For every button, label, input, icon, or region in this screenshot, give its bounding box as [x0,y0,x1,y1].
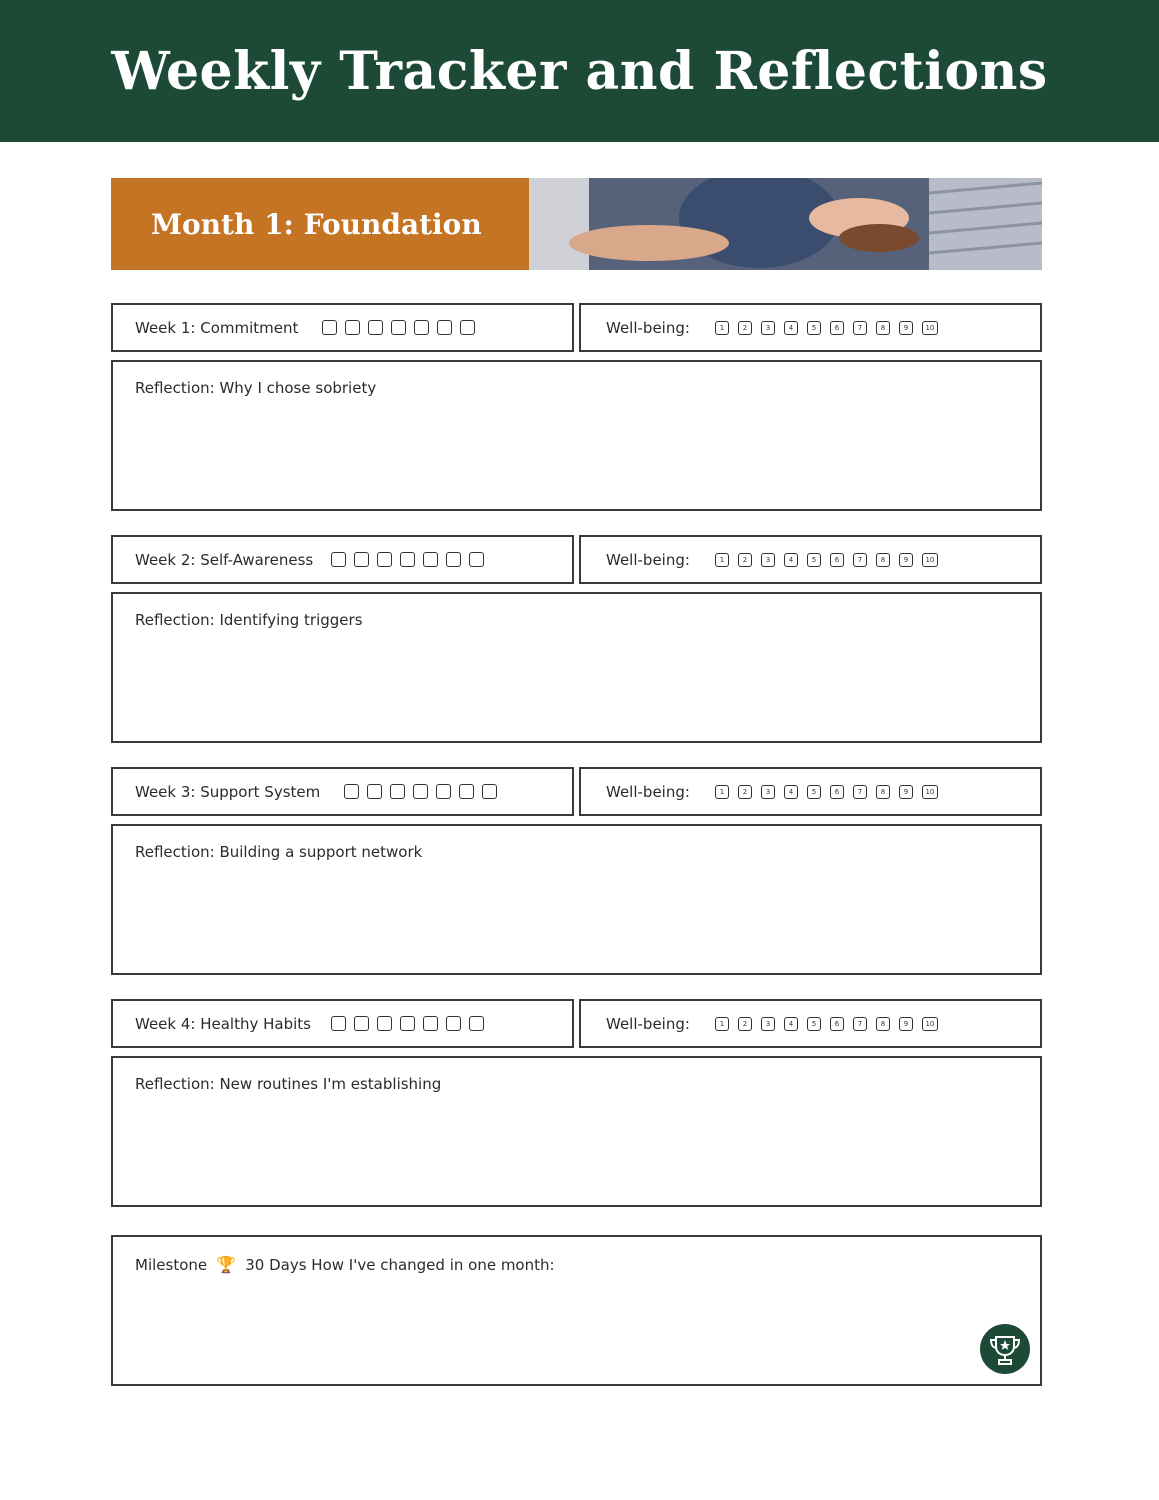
rating-7[interactable]: 7 [853,1017,867,1031]
day-checkbox[interactable] [446,1016,461,1031]
week-3-day-checkboxes [344,784,497,799]
rating-5[interactable]: 5 [807,1017,821,1031]
wellbeing-label: Well-being: [606,1014,690,1033]
week-4-day-checkboxes [331,1016,484,1031]
day-checkbox[interactable] [367,784,382,799]
week-2-tracker [111,535,574,584]
day-checkbox[interactable] [354,1016,369,1031]
day-checkbox[interactable] [344,784,359,799]
week-3-tracker [111,767,574,816]
rating-7[interactable]: 7 [853,553,867,567]
rating-2[interactable]: 2 [738,785,752,799]
week-4-label: Week 4: Healthy Habits [135,1014,311,1033]
week-4-tracker [111,999,574,1048]
rating-6[interactable]: 6 [830,785,844,799]
week-2-reflection-prompt: Reflection: Identifying triggers [135,611,363,629]
rating-2[interactable]: 2 [738,1017,752,1031]
support-group-photo [529,178,1042,270]
rating-8[interactable]: 8 [876,1017,890,1031]
rating-3[interactable]: 3 [761,1017,775,1031]
rating-9[interactable]: 9 [899,553,913,567]
wellbeing-rating-scale [715,1017,938,1031]
day-checkbox[interactable] [414,320,429,335]
rating-4[interactable]: 4 [784,1017,798,1031]
week-3-reflection-prompt: Reflection: Building a support network [135,843,423,861]
trophy-badge-icon [980,1324,1030,1374]
wellbeing-rating-scale [715,553,938,567]
week-3-reflection-box[interactable] [111,824,1042,975]
rating-8[interactable]: 8 [876,553,890,567]
month-banner [111,178,1042,270]
rating-3[interactable]: 3 [761,553,775,567]
milestone-prompt: 30 Days How I've changed in one month: [245,1256,555,1274]
day-checkbox[interactable] [482,784,497,799]
rating-8[interactable]: 8 [876,321,890,335]
rating-3[interactable]: 3 [761,785,775,799]
rating-9[interactable]: 9 [899,321,913,335]
rating-9[interactable]: 9 [899,1017,913,1031]
rating-3[interactable]: 3 [761,321,775,335]
wellbeing-rating-scale [715,321,938,335]
hands-photo-image [529,178,1042,270]
day-checkbox[interactable] [331,1016,346,1031]
page-header [0,0,1159,142]
day-checkbox[interactable] [345,320,360,335]
week-1-reflection-prompt: Reflection: Why I chose sobriety [135,379,377,397]
rating-10[interactable]: 10 [922,785,938,799]
day-checkbox[interactable] [460,320,475,335]
rating-10[interactable]: 10 [922,553,938,567]
wellbeing-label: Well-being: [606,318,690,337]
day-checkbox[interactable] [391,320,406,335]
rating-1[interactable]: 1 [715,785,729,799]
day-checkbox[interactable] [368,320,383,335]
rating-10[interactable]: 10 [922,1017,938,1031]
day-checkbox[interactable] [322,320,337,335]
day-checkbox[interactable] [377,552,392,567]
milestone-prefix: Milestone [135,1256,208,1274]
trophy-icon: 🏆 [216,1255,237,1274]
rating-4[interactable]: 4 [784,321,798,335]
week-4-reflection-prompt: Reflection: New routines I'm establishing [135,1075,442,1093]
rating-9[interactable]: 9 [899,785,913,799]
day-checkbox[interactable] [423,552,438,567]
week-2-wellbeing [579,535,1042,584]
rating-5[interactable]: 5 [807,553,821,567]
week-1-label: Week 1: Commitment [135,318,299,337]
week-2-label: Week 2: Self-Awareness [135,550,314,569]
week-1-wellbeing [579,303,1042,352]
rating-4[interactable]: 4 [784,785,798,799]
day-checkbox[interactable] [437,320,452,335]
milestone-box[interactable] [111,1235,1042,1386]
week-4-wellbeing [579,999,1042,1048]
rating-2[interactable]: 2 [738,321,752,335]
page-title: Weekly Tracker and Reflections [111,40,1048,102]
week-2-day-checkboxes [331,552,484,567]
day-checkbox[interactable] [413,784,428,799]
week-4-reflection-box[interactable] [111,1056,1042,1207]
week-3-wellbeing [579,767,1042,816]
rating-5[interactable]: 5 [807,321,821,335]
day-checkbox[interactable] [469,552,484,567]
month-title: Month 1: Foundation [151,207,482,241]
wellbeing-label: Well-being: [606,550,690,569]
day-checkbox[interactable] [423,1016,438,1031]
day-checkbox[interactable] [469,1016,484,1031]
rating-8[interactable]: 8 [876,785,890,799]
day-checkbox[interactable] [436,784,451,799]
rating-7[interactable]: 7 [853,785,867,799]
week-1-tracker [111,303,574,352]
day-checkbox[interactable] [377,1016,392,1031]
rating-10[interactable]: 10 [922,321,938,335]
week-1-day-checkboxes [322,320,475,335]
day-checkbox[interactable] [446,552,461,567]
rating-2[interactable]: 2 [738,553,752,567]
rating-5[interactable]: 5 [807,785,821,799]
rating-1[interactable]: 1 [715,321,729,335]
month-title-block [111,178,529,270]
wellbeing-rating-scale [715,785,938,799]
day-checkbox[interactable] [331,552,346,567]
week-3-label: Week 3: Support System [135,782,321,801]
rating-1[interactable]: 1 [715,553,729,567]
day-checkbox[interactable] [459,784,474,799]
week-1-reflection-box[interactable] [111,360,1042,511]
rating-1[interactable]: 1 [715,1017,729,1031]
day-checkbox[interactable] [390,784,405,799]
day-checkbox[interactable] [354,552,369,567]
rating-6[interactable]: 6 [830,1017,844,1031]
rating-6[interactable]: 6 [830,321,844,335]
rating-4[interactable]: 4 [784,553,798,567]
week-2-reflection-box[interactable] [111,592,1042,743]
day-checkbox[interactable] [400,1016,415,1031]
day-checkbox[interactable] [400,552,415,567]
rating-7[interactable]: 7 [853,321,867,335]
wellbeing-label: Well-being: [606,782,690,801]
rating-6[interactable]: 6 [830,553,844,567]
